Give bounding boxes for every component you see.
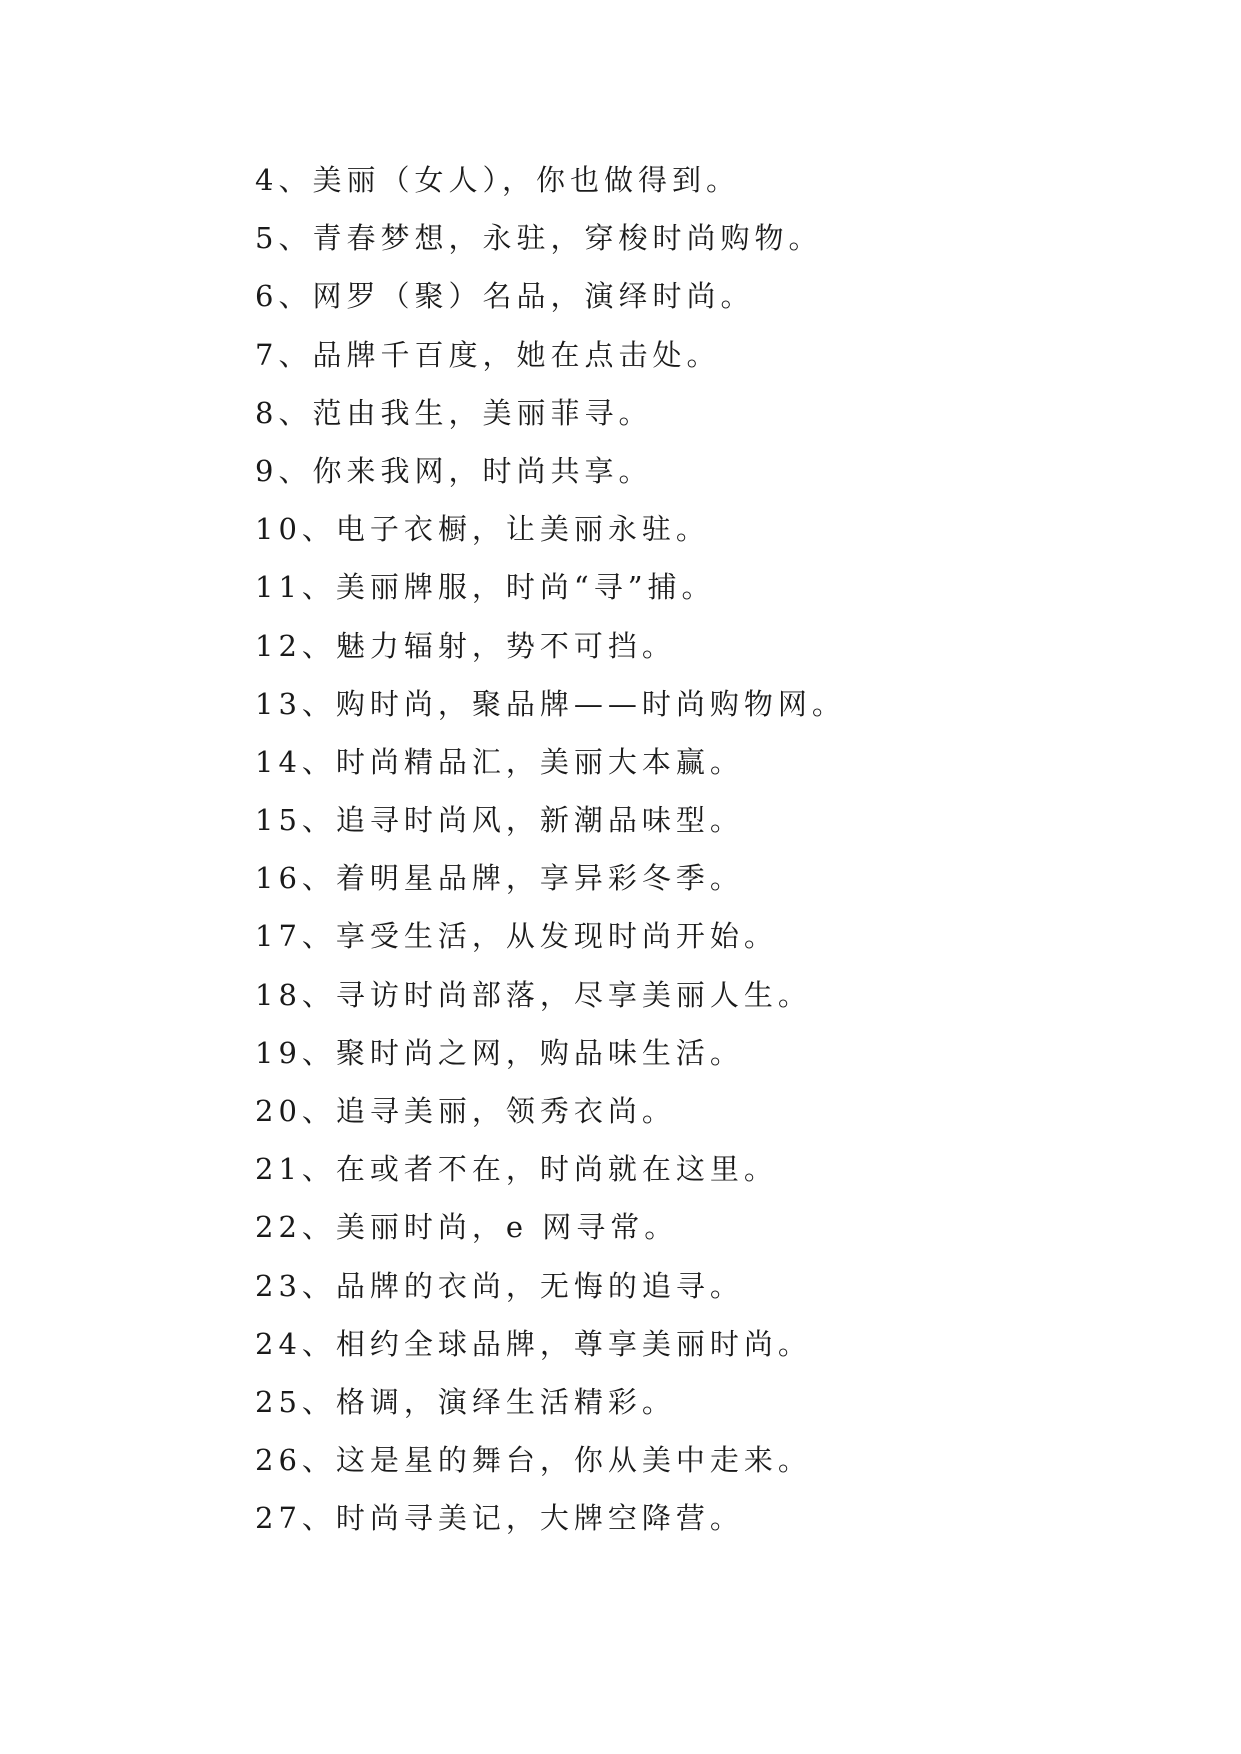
list-item: 19、聚时尚之网，购品味生活。	[255, 1035, 744, 1070]
list-item: 12、魅力辐射，势不可挡。	[255, 628, 676, 663]
slogan-list	[255, 160, 846, 1557]
list-item: 18、寻访时尚部落，尽享美丽人生。	[255, 977, 812, 1012]
list-item: 8、范由我生，美丽菲寻。	[255, 395, 653, 430]
list-item: 6、网罗（聚）名品，演绎时尚。	[255, 279, 755, 314]
list-item: 5、青春梦想，永驻，穿梭时尚购物。	[255, 221, 823, 256]
list-item: 15、追寻时尚风，新潮品味型。	[255, 803, 744, 838]
list-item: 17、享受生活，从发现时尚开始。	[255, 919, 778, 954]
list-item: 11、美丽牌服，时尚“寻”捕。	[255, 570, 716, 605]
list-item: 10、电子衣橱，让美丽永驻。	[255, 512, 710, 547]
list-item: 24、相约全球品牌，尊享美丽时尚。	[255, 1326, 812, 1361]
list-item: 9、你来我网，时尚共享。	[255, 453, 653, 488]
list-item: 23、品牌的衣尚，无悔的追寻。	[255, 1268, 744, 1303]
list-item: 27、时尚寻美记，大牌空降营。	[255, 1501, 744, 1536]
list-item: 22、美丽时尚，e 网寻常。	[255, 1210, 679, 1245]
list-item: 14、时尚精品汇，美丽大本赢。	[255, 744, 744, 779]
list-item: 7、品牌千百度，她在点击处。	[255, 337, 721, 372]
list-item: 26、这是星的舞台，你从美中走来。	[255, 1443, 812, 1478]
list-item: 21、在或者不在，时尚就在这里。	[255, 1152, 778, 1187]
list-item: 4、美丽（女人），你也做得到。	[255, 163, 740, 197]
list-item: 13、购时尚，聚品牌——时尚购物网。	[255, 686, 846, 721]
list-item: 16、着明星品牌，享异彩冬季。	[255, 861, 744, 896]
list-item: 20、追寻美丽，领秀衣尚。	[255, 1094, 676, 1128]
list-item: 25、格调，演绎生活精彩。	[255, 1384, 676, 1419]
